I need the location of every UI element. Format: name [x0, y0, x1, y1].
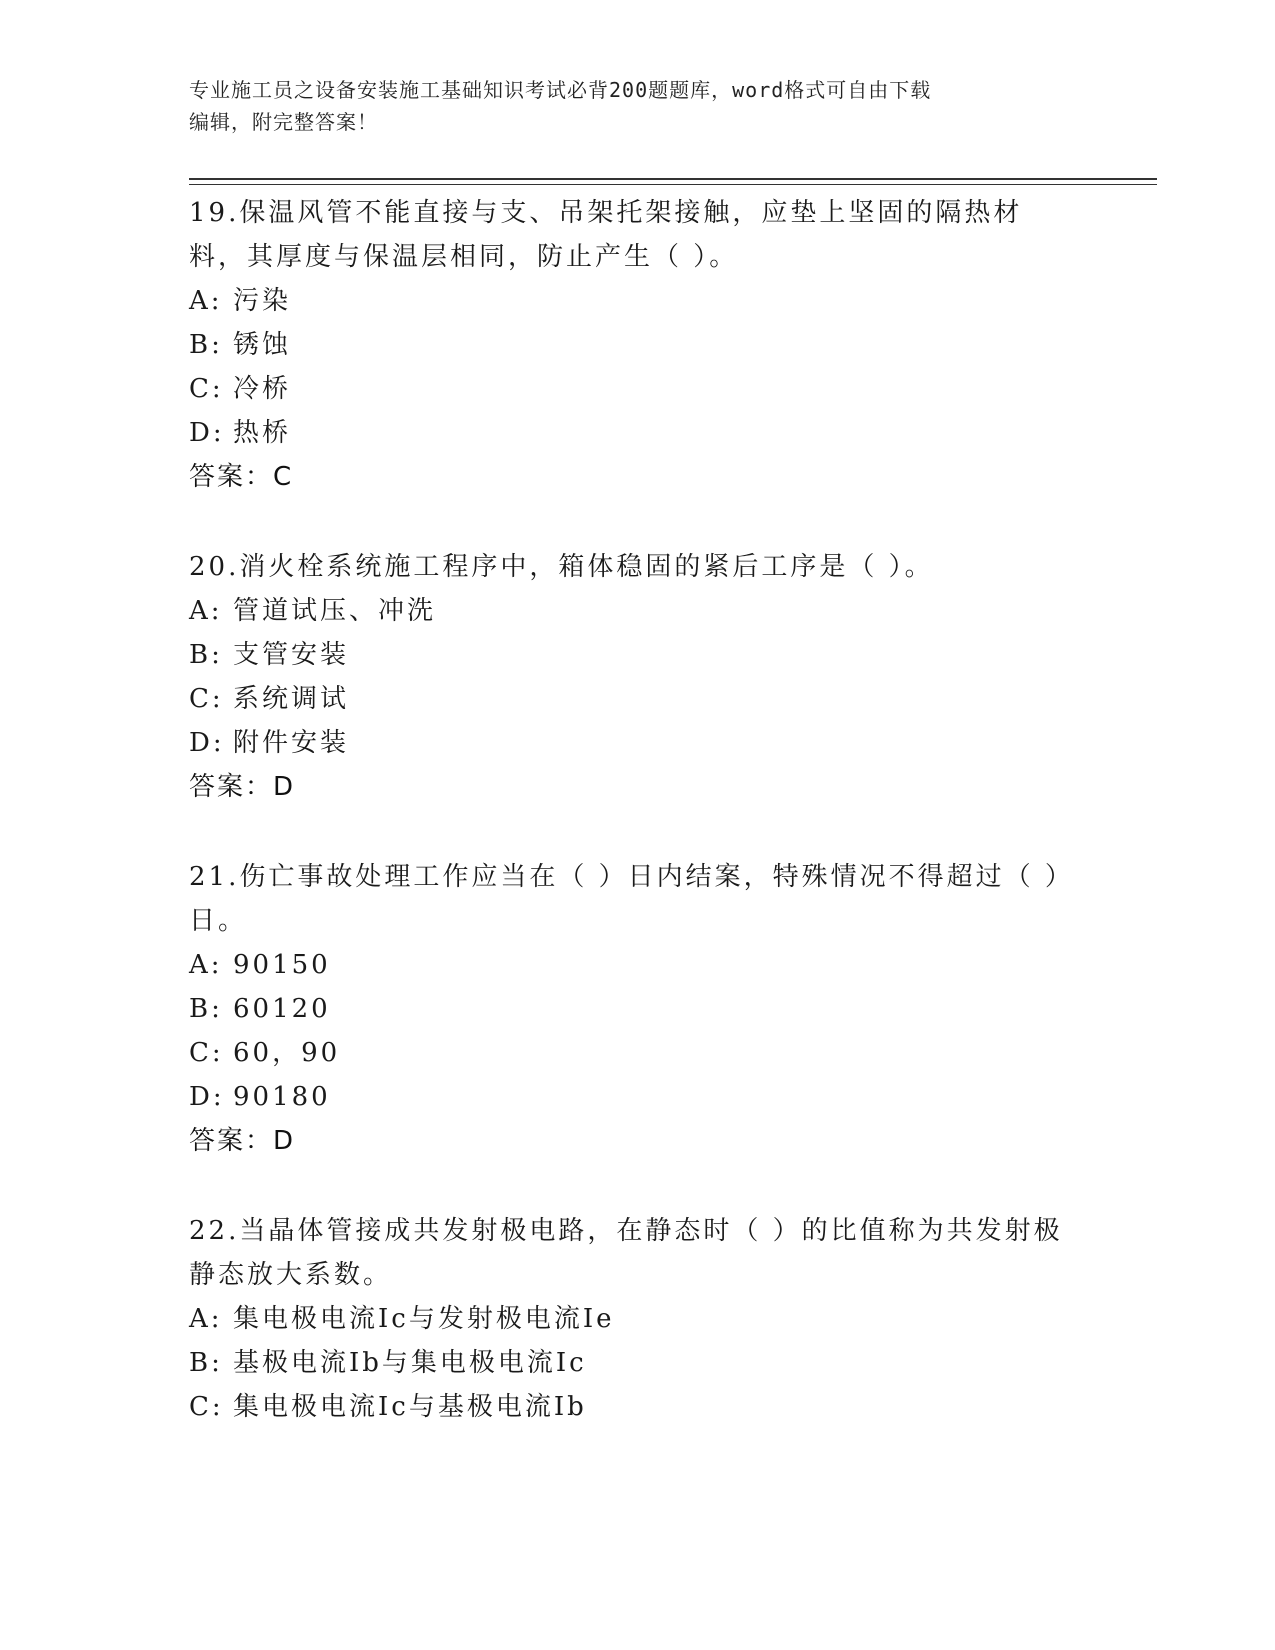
option-letter: C:	[189, 374, 224, 404]
option-c	[189, 1385, 1069, 1429]
option-c	[189, 677, 1069, 721]
option-letter: B:	[189, 1348, 223, 1378]
option-letter: B:	[189, 330, 223, 360]
option-letter: B:	[189, 640, 223, 670]
option-a	[189, 943, 1069, 987]
option-letter: D:	[189, 1082, 225, 1112]
option-a	[189, 589, 1069, 633]
option-text: 冷桥	[233, 374, 292, 404]
answer-line: 答案：D	[189, 772, 296, 802]
option-text: 附件安装	[233, 728, 350, 758]
option-text: 90150	[233, 950, 331, 980]
option-d	[189, 411, 1069, 455]
option-letter: A:	[189, 1304, 223, 1334]
question-20	[189, 545, 1069, 809]
question-19	[189, 191, 1069, 499]
question-stem: 21.伤亡事故处理工作应当在（ ）日内结案，特殊情况不得超过（ ）日。	[189, 862, 1061, 936]
option-c	[189, 1031, 1069, 1075]
option-letter: A:	[189, 950, 223, 980]
option-letter: B:	[189, 994, 223, 1024]
option-letter: D:	[189, 728, 225, 758]
option-letter: A:	[189, 286, 223, 316]
answer-line: 答案：D	[189, 1126, 296, 1156]
option-b	[189, 323, 1069, 367]
question-stem: 22.当晶体管接成共发射极电路，在静态时（ ）的比值称为共发射极静态放大系数。	[189, 1216, 1063, 1290]
question-stem: 20.消火栓系统施工程序中，箱体稳固的紧后工序是（ ）。	[189, 552, 934, 582]
option-letter: A:	[189, 596, 223, 626]
option-letter: D:	[189, 418, 225, 448]
option-b	[189, 987, 1069, 1031]
option-letter: C:	[189, 1038, 224, 1068]
header-line-1: 专业施工员之设备安装施工基础知识考试必背200题题库，word格式可自由下载	[189, 78, 932, 102]
document-header	[189, 74, 1069, 138]
question-stem: 19.保温风管不能直接与支、吊架托架接触，应垫上坚固的隔热材料，其厚度与保温层相同，防止产生（ ）。	[189, 198, 1023, 272]
question-22	[189, 1209, 1069, 1429]
option-b	[189, 633, 1069, 677]
header-divider-thick	[189, 178, 1157, 180]
option-text: 90180	[233, 1082, 331, 1112]
question-list	[189, 191, 1069, 1475]
option-c	[189, 367, 1069, 411]
header-line-2: 编辑，附完整答案！	[189, 110, 378, 134]
option-text: 支管安装	[233, 640, 350, 670]
option-text: 锈蚀	[233, 330, 292, 360]
option-text: 60120	[233, 994, 331, 1024]
option-text: 污染	[233, 286, 292, 316]
option-b	[189, 1341, 1069, 1385]
option-text: 系统调试	[233, 684, 350, 714]
option-a	[189, 279, 1069, 323]
option-d	[189, 721, 1069, 765]
option-text: 集电极电流Ic与基极电流Ib	[233, 1392, 587, 1422]
option-text: 60，90	[233, 1038, 341, 1068]
header-divider-thin	[189, 184, 1157, 185]
option-text: 管道试压、冲洗	[233, 596, 437, 626]
option-letter: C:	[189, 1392, 224, 1422]
option-letter: C:	[189, 684, 224, 714]
question-21	[189, 855, 1069, 1163]
option-text: 热桥	[233, 418, 292, 448]
option-d	[189, 1075, 1069, 1119]
option-text: 基极电流Ib与集电极电流Ic	[233, 1348, 587, 1378]
option-text: 集电极电流Ic与发射极电流Ie	[233, 1304, 615, 1334]
answer-line: 答案：C	[189, 462, 294, 492]
option-a	[189, 1297, 1069, 1341]
